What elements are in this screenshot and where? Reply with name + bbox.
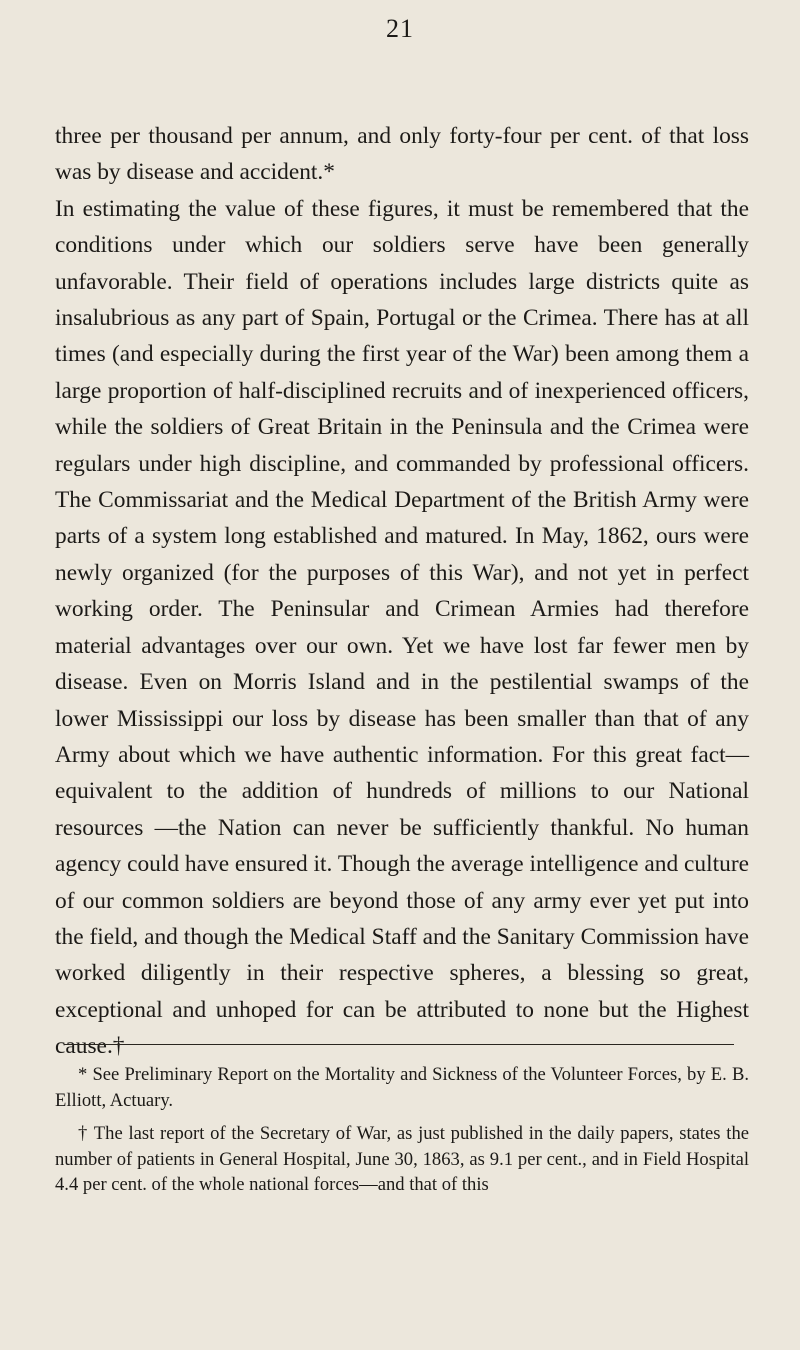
body-text xyxy=(55,118,749,1065)
page-number: 21 xyxy=(386,14,414,43)
footnotes xyxy=(55,1062,749,1206)
paragraph: In estimating the value of these figures, it must be remembered that the conditions under which our soldiers serve have been generally unfavorable. Their field of operations includes large districts quite as insalubrious as any part of Spain, Portugal or the Crimea. There has at all times (and especially during the first year of the War) been among them a large proportion of half-disciplined recruits and of inexperienced officers, while the soldiers of Great Britain in the Peninsula and the Crimea were regulars under high discipline, and commanded by professional officers. The Commissariat and the Medical Department of the British Army were parts of a system long established and matured. In May, 1862, ours were newly organized (for the purposes of this War), and not yet in perfect working order. The Peninsular and Crimean Armies had therefore material advantages over our own. Yet we have lost far fewer men by disease. Even on Morris Island and in the pestilential swamps of the lower Mississippi our loss by disease has been smaller than that of any Army about which we have authentic information. For this great fact—equivalent to the addition of hundreds of millions to our National resources —the Nation can never be sufficiently thankful. No human agency could have ensured it. Though the average intelligence and culture of our common soldiers are beyond those of any army ever yet put into the field, and though the Medical Staff and the Sanitary Commission have worked diligently in their respective spheres, a blessing so great, exceptional and unhoped for can be attributed to none but the Highest cause.† xyxy=(55,195,749,1060)
footnote-divider xyxy=(64,1044,734,1045)
footnote: * See Preliminary Report on the Mortality and Sickness of the Volunteer Forces, by E. B. Elliott, Actuary. xyxy=(55,1064,749,1111)
paragraph-continued: three per thousand per annum, and only forty-four per cent. of that loss was by disease and accident.* xyxy=(55,123,749,186)
footnote: † The last report of the Secretary of War, as just published in the daily papers, states the number of patients in General Hospital, June 30, 1863, as 9.1 per cent., and in Field Hospital 4.4 per cent. of the whole national forces—and that of this xyxy=(55,1123,749,1195)
